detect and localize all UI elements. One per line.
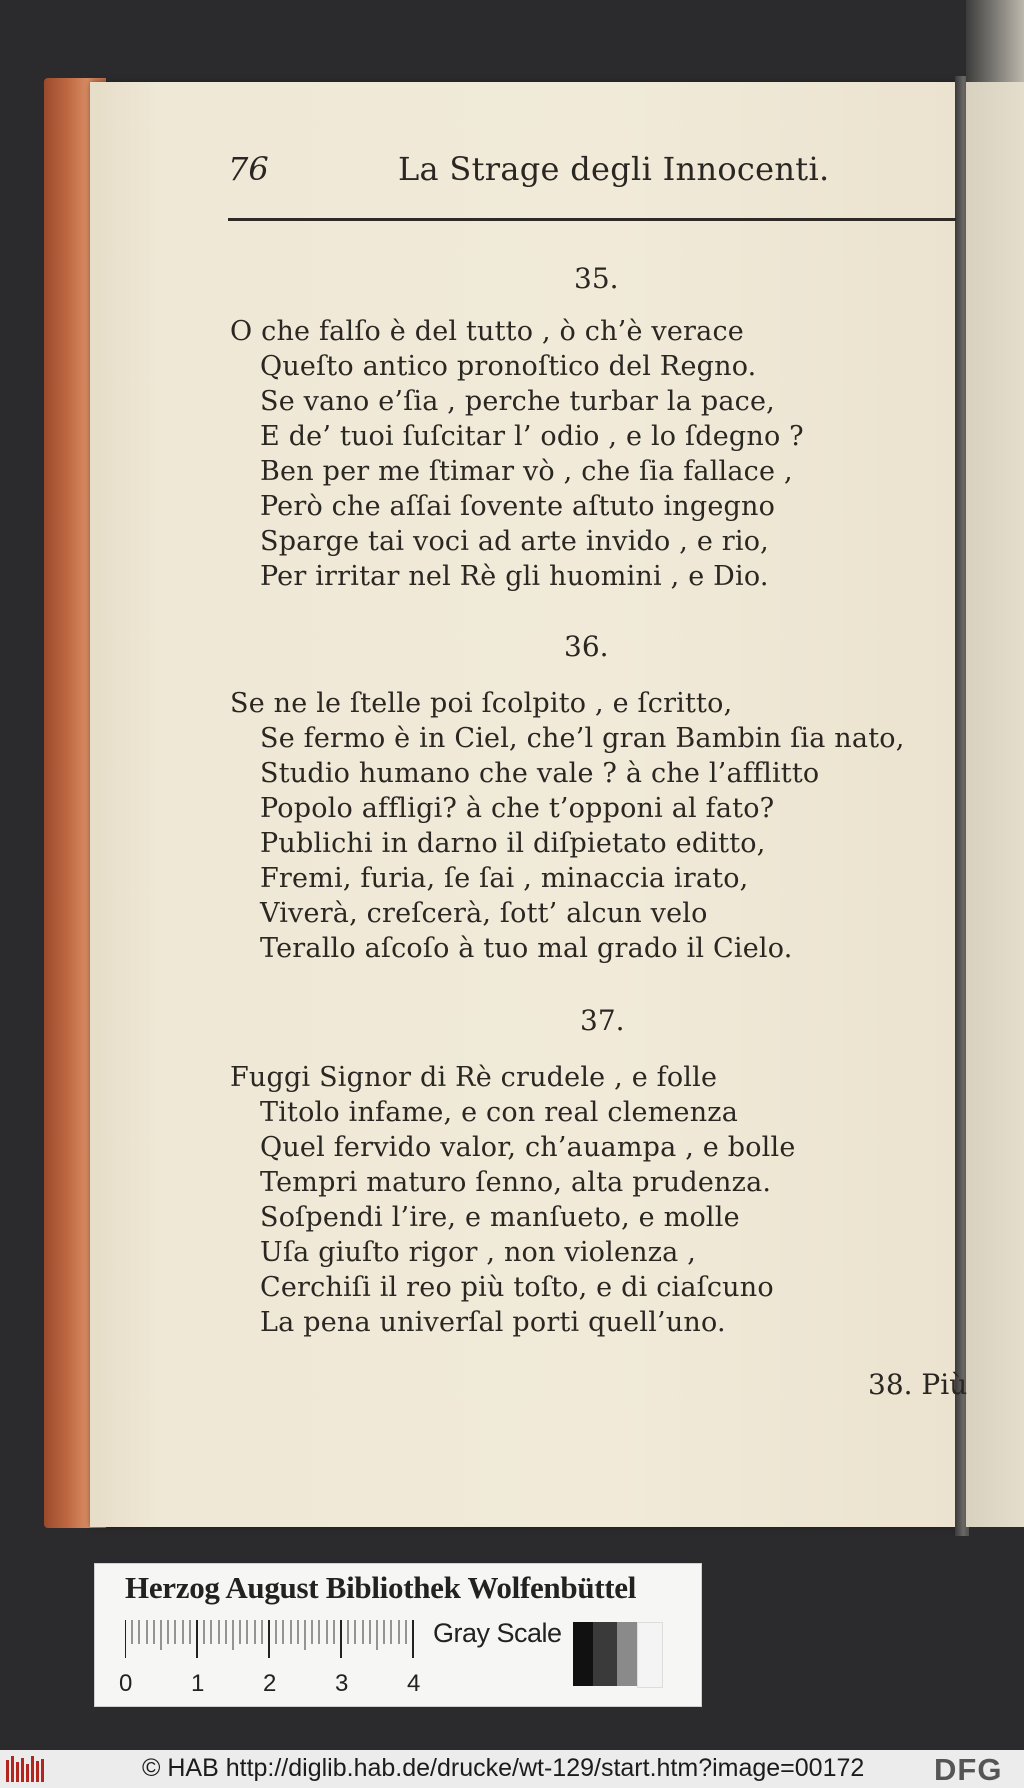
stanza-number: 37.: [580, 1004, 625, 1037]
verse-line: E de’ tuoi ſuſcitar l’ odio , e lo ſdegno ?: [260, 421, 804, 452]
verse-line: Publichi in darno il diſpietato editto,: [260, 828, 766, 859]
copyright-url[interactable]: © HAB http://diglib.hab.de/drucke/wt-129/start.htm?image=00172: [142, 1754, 865, 1782]
verse-line: Studio humano che vale ? à che l’afflitto: [260, 758, 820, 789]
ruler-number: 0: [119, 1670, 133, 1697]
verse-line: Per irritar nel Rè gli huomini , e Dio.: [260, 561, 769, 592]
gray-patch-white: [637, 1622, 663, 1688]
dfg-logo: DFG: [934, 1752, 1003, 1787]
verse-line: Però che aſſai ſovente aſtuto ingegno: [260, 491, 776, 522]
library-name: Herzog August Bibliothek Wolfenbüttel: [125, 1570, 637, 1605]
verse-line: Sparge tai voci ad arte invido , e rio,: [260, 526, 769, 557]
verse-line: Uſa giuſto rigor , non violenza ,: [260, 1237, 697, 1268]
verse-line: Queſto antico pronoſtico del Regno.: [260, 351, 757, 382]
stanza-number: 35.: [574, 262, 619, 295]
facing-page-top: [966, 0, 1024, 82]
catchword: 38. Più: [868, 1368, 968, 1401]
verse-line: Se fermo è in Ciel, che’l gran Bambin ſia nato,: [260, 723, 905, 754]
ruler-number: 4: [407, 1670, 421, 1697]
verse-line: Fuggi Signor di Rè crudele , e folle: [230, 1062, 718, 1093]
footer-bar: [0, 1750, 1024, 1788]
stanza-number: 36.: [564, 630, 609, 663]
verse-line: Ben per me ſtimar vò , che ſia fallace ,: [260, 456, 793, 487]
facing-page: [966, 82, 1024, 1527]
verse-line: Viverà, creſcerà, ſott’ alcun velo: [260, 898, 708, 929]
ruler-number: 2: [263, 1670, 277, 1697]
hab-logo-icon: [6, 1756, 48, 1782]
verse-line: Fremi, furia, ſe ſai , minaccia irato,: [260, 863, 749, 894]
verse-line: La pena univerſal porti quell’uno.: [260, 1307, 726, 1338]
verse-line: Tempri maturo ſenno, alta prudenza.: [260, 1167, 772, 1198]
verse-line: Popolo affligi? à che t’opponi al fato?: [260, 793, 775, 824]
running-title: La Strage degli Innocenti.: [398, 150, 830, 188]
verse-line: Cerchiſi il reo più toſto, e di ciaſcuno: [260, 1272, 774, 1303]
gray-patch-dark: [593, 1622, 617, 1686]
verse-line: Se vano e’ſia , perche turbar la pace,: [260, 386, 775, 417]
verse-line: Terallo aſcoſo à tuo mal grado il Cielo.: [260, 933, 793, 964]
verse-line: Soſpendi l’ire, e manſueto, e molle: [260, 1202, 740, 1233]
header-rule: [228, 218, 956, 221]
library-scale-label: [94, 1563, 702, 1707]
verse-line: Se ne le ſtelle poi ſcolpito , e ſcritto,: [230, 688, 733, 719]
verse-line: Titolo infame, e con real clemenza: [260, 1097, 739, 1128]
ruler-number: 1: [191, 1670, 205, 1697]
page-number: 76: [228, 150, 269, 188]
gray-scale-label: Gray Scale: [433, 1618, 562, 1648]
verse-line: Quel fervido valor, ch’auampa , e bolle: [260, 1132, 796, 1163]
verse-line: O che falſo è del tutto , ò ch’è verace: [230, 316, 744, 347]
gray-patch-mid: [617, 1622, 637, 1686]
gray-patch-black: [573, 1622, 593, 1686]
ruler-number: 3: [335, 1670, 349, 1697]
